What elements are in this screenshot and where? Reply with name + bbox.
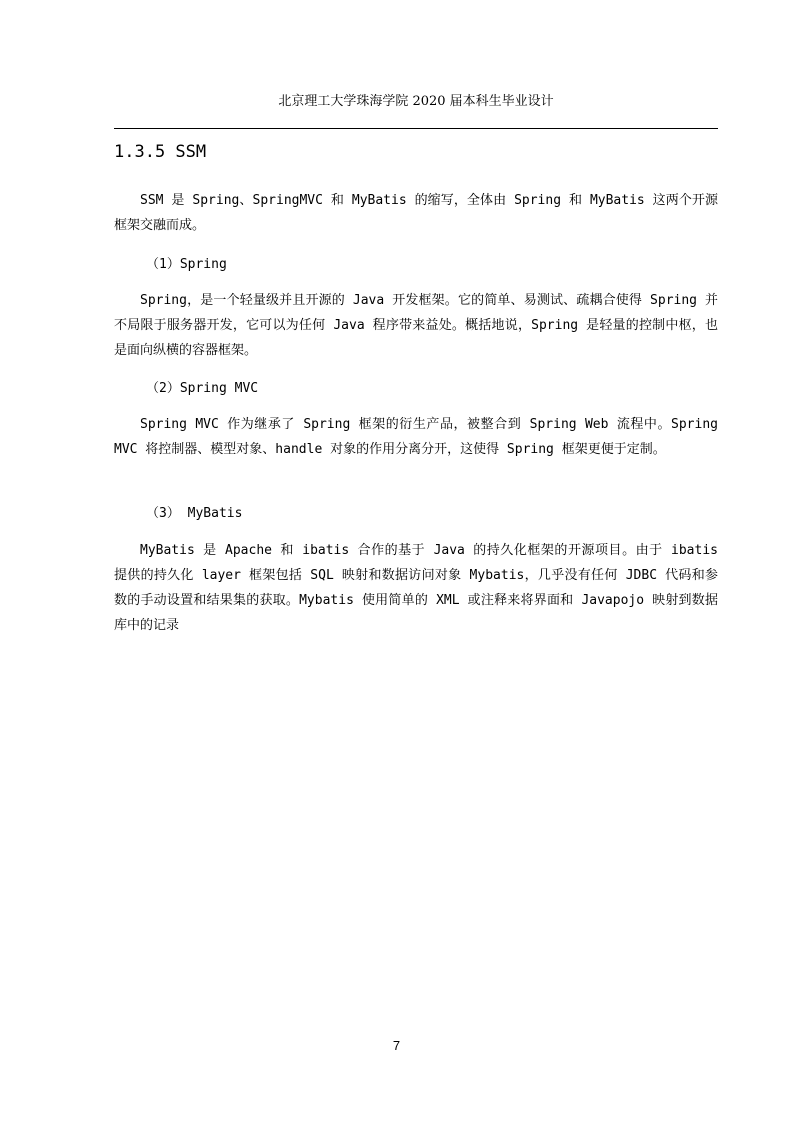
subsection-paragraph-spring-mvc: Spring MVC 作为继承了 Spring 框架的衍生产品，被整合到 Spring Web 流程中。Spring MVC 将控制器、模型对象、handle 对象的作用分离分开，这使得 Spring 框架更便于定制。 xyxy=(114,417,718,457)
subsection-label-spring: （1）Spring xyxy=(146,257,227,272)
subsection-label-spring-mvc: （2）Spring MVC xyxy=(146,381,259,396)
subsection-paragraph-mybatis: MyBatis 是 Apache 和 ibatis 合作的基于 Java 的持久化框架的开源项目。由于 ibatis 提供的持久化 layer 框架包括 SQL 映射和数据访问对象 Mybatis，几乎没有任何 JDBC 代码和参数的手动设置和结果集的获取。Mybatis 使用简单的 XML 或注释来将界面和 Javapojo 映射到数据库中的记录 xyxy=(114,543,718,633)
page-header-title: 北京理工大学珠海学院 2020 届本科生毕业设计 xyxy=(278,94,554,109)
subsection-label-mybatis: （3） MyBatis xyxy=(146,506,243,521)
page-number: 7 xyxy=(392,1038,401,1053)
subsection-paragraph-spring: Spring，是一个轻量级并且开源的 Java 开发框架。它的简单、易测试、疏耦合使得 Spring 并不局限于服务器开发，它可以为任何 Java 程序带来益处。概括地说，Spring 是轻量的控制中枢，也是面向纵横的容器框架。 xyxy=(114,293,718,358)
intro-paragraph: SSM 是 Spring、SpringMVC 和 MyBatis 的缩写，全体由 Spring 和 MyBatis 这两个开源框架交融而成。 xyxy=(114,193,718,233)
section-heading: 1.3.5 SSM xyxy=(114,142,207,162)
header-divider xyxy=(114,128,718,129)
